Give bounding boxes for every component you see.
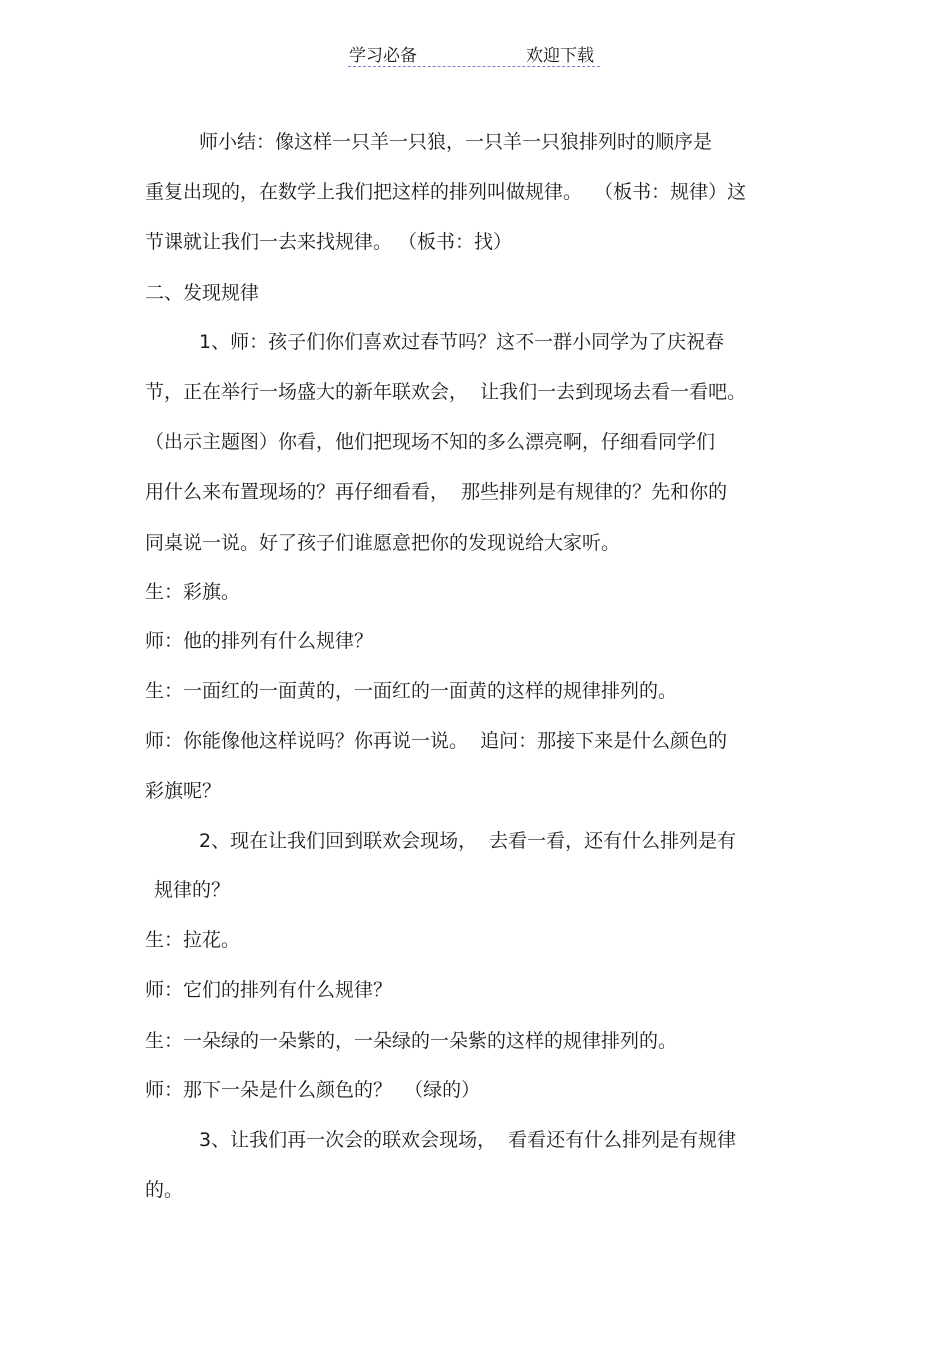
section-heading: 二、发现规律 bbox=[145, 282, 260, 304]
text-line: 师：那下一朵是什么颜色的？ （绿的） bbox=[145, 1079, 481, 1101]
text-line: 2、现在让我们回到联欢会现场， 去看一看，还有什么排列是有 bbox=[199, 830, 737, 852]
text-line: 彩旗呢？ bbox=[145, 780, 222, 802]
text-line: 师：你能像他这样说吗？你再说一说。 追问：那接下来是什么颜色的 bbox=[145, 730, 728, 752]
text-line: 生：一朵绿的一朵紫的，一朵绿的一朵紫的这样的规律排列的。 bbox=[145, 1030, 678, 1052]
header-left-text: 学习必备 bbox=[349, 46, 417, 66]
text-line: 师：他的排列有什么规律？ bbox=[145, 630, 374, 652]
text-line: 师小结：像这样一只羊一只狼，一只羊一只狼排列时的顺序是 bbox=[199, 131, 713, 153]
text-line: （出示主题图）你看，他们把现场不知的多么漂亮啊，仔细看同学们 bbox=[145, 431, 716, 453]
header-right-text: 欢迎下载 bbox=[526, 46, 594, 66]
text-line: 1、师：孩子们你们喜欢过春节吗？这不一群小同学为了庆祝春 bbox=[199, 331, 725, 353]
text-line: 3、让我们再一次会的联欢会现场， 看看还有什么排列是有规律 bbox=[199, 1129, 737, 1151]
text-line: 节，正在举行一场盛大的新年联欢会， 让我们一去到现场去看一看吧。 bbox=[145, 381, 747, 403]
text-line: 用什么来布置现场的？再仔细看看， 那些排列是有规律的？先和你的 bbox=[145, 481, 728, 503]
text-line: 生：彩旗。 bbox=[145, 581, 241, 603]
text-line: 规律的？ bbox=[154, 879, 231, 901]
text-line: 生：拉花。 bbox=[145, 929, 241, 951]
text-line: 同桌说一说。好了孩子们谁愿意把你的发现说给大家听。 bbox=[145, 532, 621, 554]
text-line: 的。 bbox=[145, 1179, 184, 1201]
text-line: 重复出现的，在数学上我们把这样的排列叫做规律。 （板书：规律）这 bbox=[145, 181, 747, 203]
page-header bbox=[348, 40, 600, 67]
text-line: 师：它们的排列有什么规律？ bbox=[145, 979, 393, 1001]
text-line: 节课就让我们一去来找规律。 （板书：找） bbox=[145, 231, 513, 253]
text-line: 生：一面红的一面黄的，一面红的一面黄的这样的规律排列的。 bbox=[145, 680, 678, 702]
